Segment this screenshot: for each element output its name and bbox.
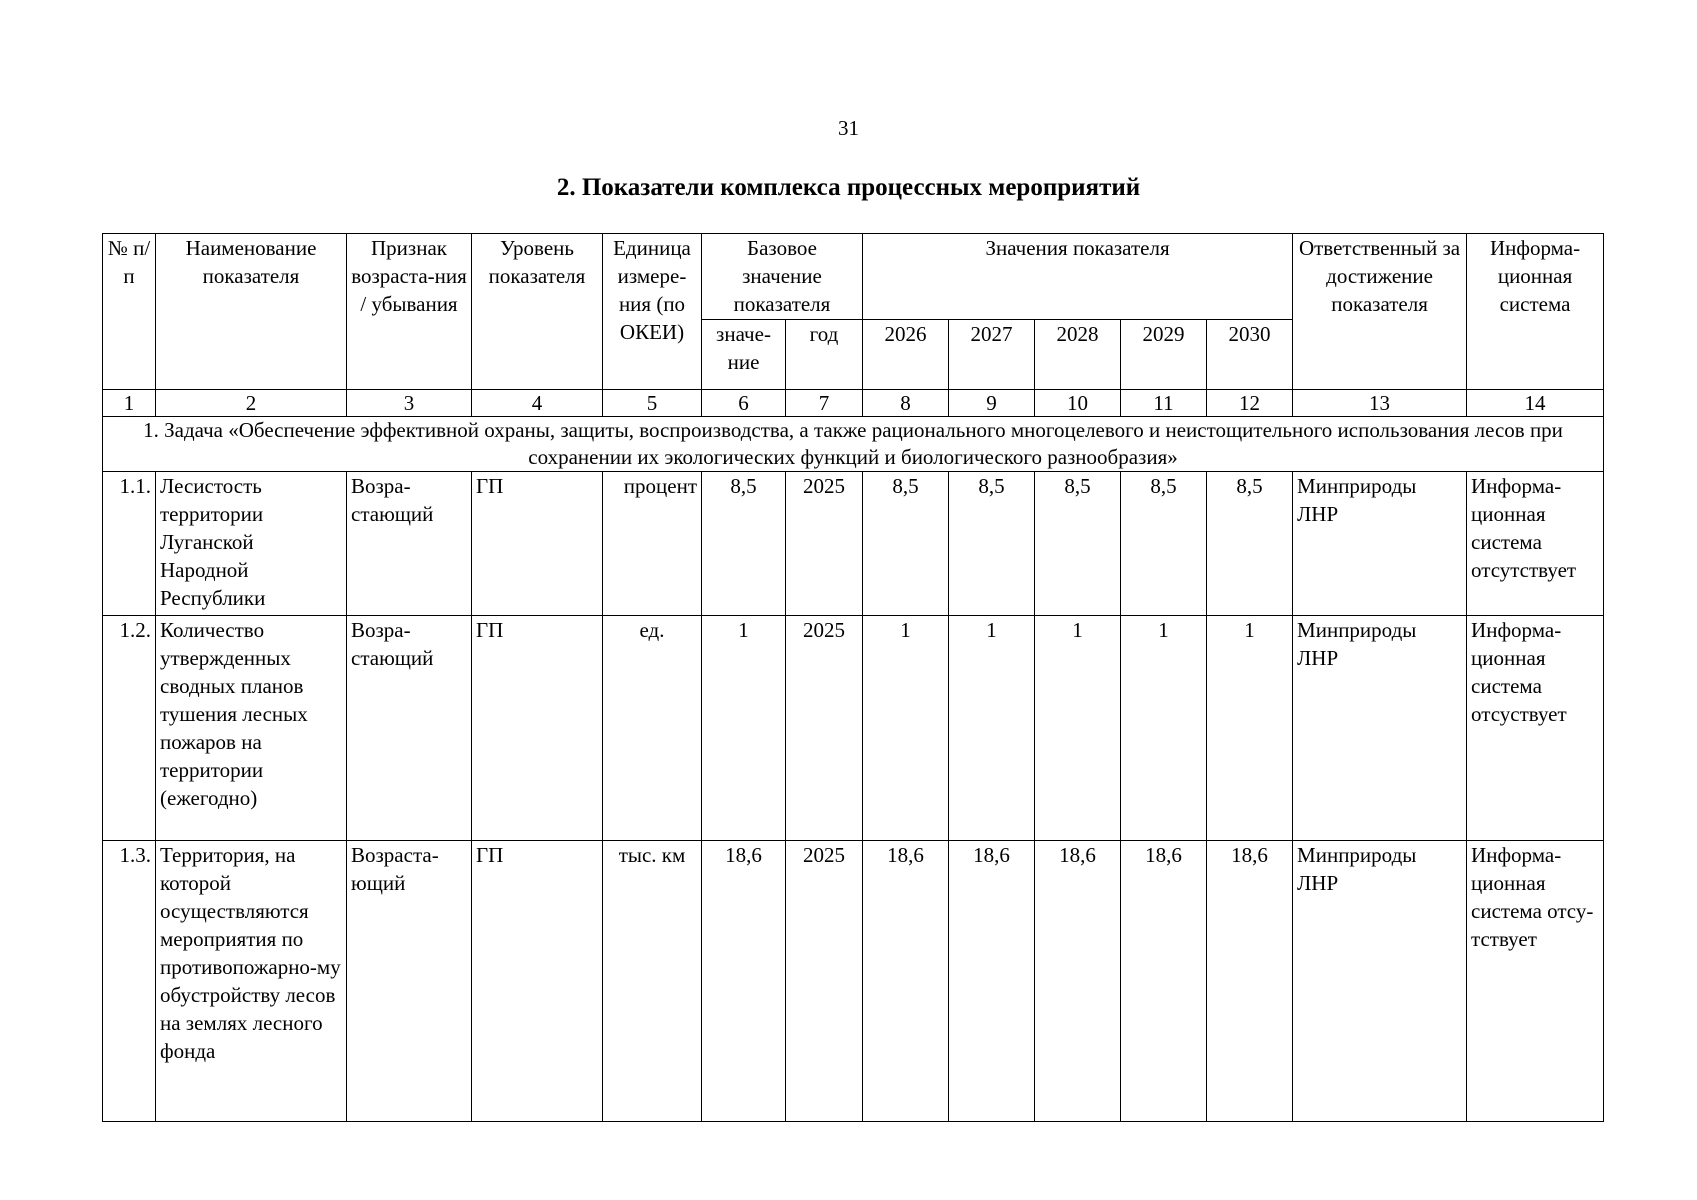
header-responsible: Ответственный за достижение показателя <box>1293 234 1467 390</box>
task-heading: 1. Задача «Обеспечение эффективной охраны, защиты, воспроизводства, а также рационального многоцелевого и неистощительного использования лесов при сохранении их экологических функций и биологического разнообразия» <box>103 417 1604 472</box>
header-base-value: значе-ние <box>702 320 786 390</box>
column-number: 8 <box>863 390 949 417</box>
row-unit: процент <box>603 472 702 616</box>
header-year: 2027 <box>949 320 1035 390</box>
row-name: Территория, на которой осуществляются мероприятия по противопожарно-му обустройству лесов на землях лесного фонда <box>156 841 347 1122</box>
indicators-table <box>102 233 1604 1122</box>
header-year: 2028 <box>1035 320 1121 390</box>
column-number: 6 <box>702 390 786 417</box>
row-value: 1 <box>1035 616 1121 841</box>
row-num: 1.1. <box>103 472 156 616</box>
column-numbers-row <box>103 390 1604 417</box>
row-base-year: 2025 <box>786 472 863 616</box>
column-number: 4 <box>472 390 603 417</box>
column-number: 7 <box>786 390 863 417</box>
header-unit: Единица измере-ния (по ОКЕИ) <box>603 234 702 390</box>
row-value: 8,5 <box>863 472 949 616</box>
column-number: 5 <box>603 390 702 417</box>
row-value: 18,6 <box>863 841 949 1122</box>
row-value: 8,5 <box>1207 472 1293 616</box>
document-title: 2. Показатели комплекса процессных мероприятий <box>556 174 1141 201</box>
header-num: № п/п <box>103 234 156 390</box>
row-level: ГП <box>472 616 603 841</box>
table-row <box>103 841 1604 1122</box>
table-row <box>103 616 1604 841</box>
row-value: 18,6 <box>1035 841 1121 1122</box>
row-value: 1 <box>1121 616 1207 841</box>
column-number: 13 <box>1293 390 1467 417</box>
header-name: Наименование показателя <box>156 234 347 390</box>
header-year: 2029 <box>1121 320 1207 390</box>
header-values: Значения показателя <box>863 234 1293 320</box>
header-year: 2026 <box>863 320 949 390</box>
column-number: 10 <box>1035 390 1121 417</box>
row-value: 18,6 <box>949 841 1035 1122</box>
header-infosystem: Информа-ционная система <box>1467 234 1604 390</box>
column-number: 14 <box>1467 390 1604 417</box>
row-trend: Возра-стающий <box>347 616 472 841</box>
header-trend: Признак возраста-ния / убывания <box>347 234 472 390</box>
page-number: 31 <box>838 116 859 140</box>
row-value: 8,5 <box>949 472 1035 616</box>
row-name: Количество утвержденных сводных планов тушения лесных пожаров на территории (ежегодно) <box>156 616 347 841</box>
header-base-year: год <box>786 320 863 390</box>
column-number: 2 <box>156 390 347 417</box>
row-base-value: 18,6 <box>702 841 786 1122</box>
row-trend: Возра-стающий <box>347 472 472 616</box>
row-base-year: 2025 <box>786 841 863 1122</box>
row-value: 18,6 <box>1121 841 1207 1122</box>
row-value: 8,5 <box>1121 472 1207 616</box>
header-base: Базовое значение показателя <box>702 234 863 320</box>
row-name: Лесистость территории Луганской Народной Республики <box>156 472 347 616</box>
column-number: 3 <box>347 390 472 417</box>
row-value: 18,6 <box>1207 841 1293 1122</box>
column-number: 9 <box>949 390 1035 417</box>
row-value: 8,5 <box>1035 472 1121 616</box>
row-value: 1 <box>863 616 949 841</box>
row-trend: Возраста-ющий <box>347 841 472 1122</box>
row-infosystem: Информа-ционная система отсутствует <box>1467 472 1604 616</box>
column-number: 11 <box>1121 390 1207 417</box>
row-base-value: 8,5 <box>702 472 786 616</box>
table-row <box>103 472 1604 616</box>
header-level: Уровень показателя <box>472 234 603 390</box>
row-infosystem: Информа-ционная система отсу-тствует <box>1467 841 1604 1122</box>
row-value: 1 <box>949 616 1035 841</box>
header-year: 2030 <box>1207 320 1293 390</box>
row-level: ГП <box>472 472 603 616</box>
row-num: 1.3. <box>103 841 156 1122</box>
column-number: 1 <box>103 390 156 417</box>
row-base-year: 2025 <box>786 616 863 841</box>
row-infosystem: Информа-ционная система отсуствует <box>1467 616 1604 841</box>
column-number: 12 <box>1207 390 1293 417</box>
row-unit: ед. <box>603 616 702 841</box>
row-base-value: 1 <box>702 616 786 841</box>
task-row <box>103 417 1604 472</box>
row-level: ГП <box>472 841 603 1122</box>
row-value: 1 <box>1207 616 1293 841</box>
header-row-1 <box>103 234 1604 320</box>
row-responsible: Минприроды ЛНР <box>1293 472 1467 616</box>
row-unit: тыс. км <box>603 841 702 1122</box>
row-responsible: Минприроды ЛНР <box>1293 841 1467 1122</box>
row-responsible: Минприроды ЛНР <box>1293 616 1467 841</box>
row-num: 1.2. <box>103 616 156 841</box>
